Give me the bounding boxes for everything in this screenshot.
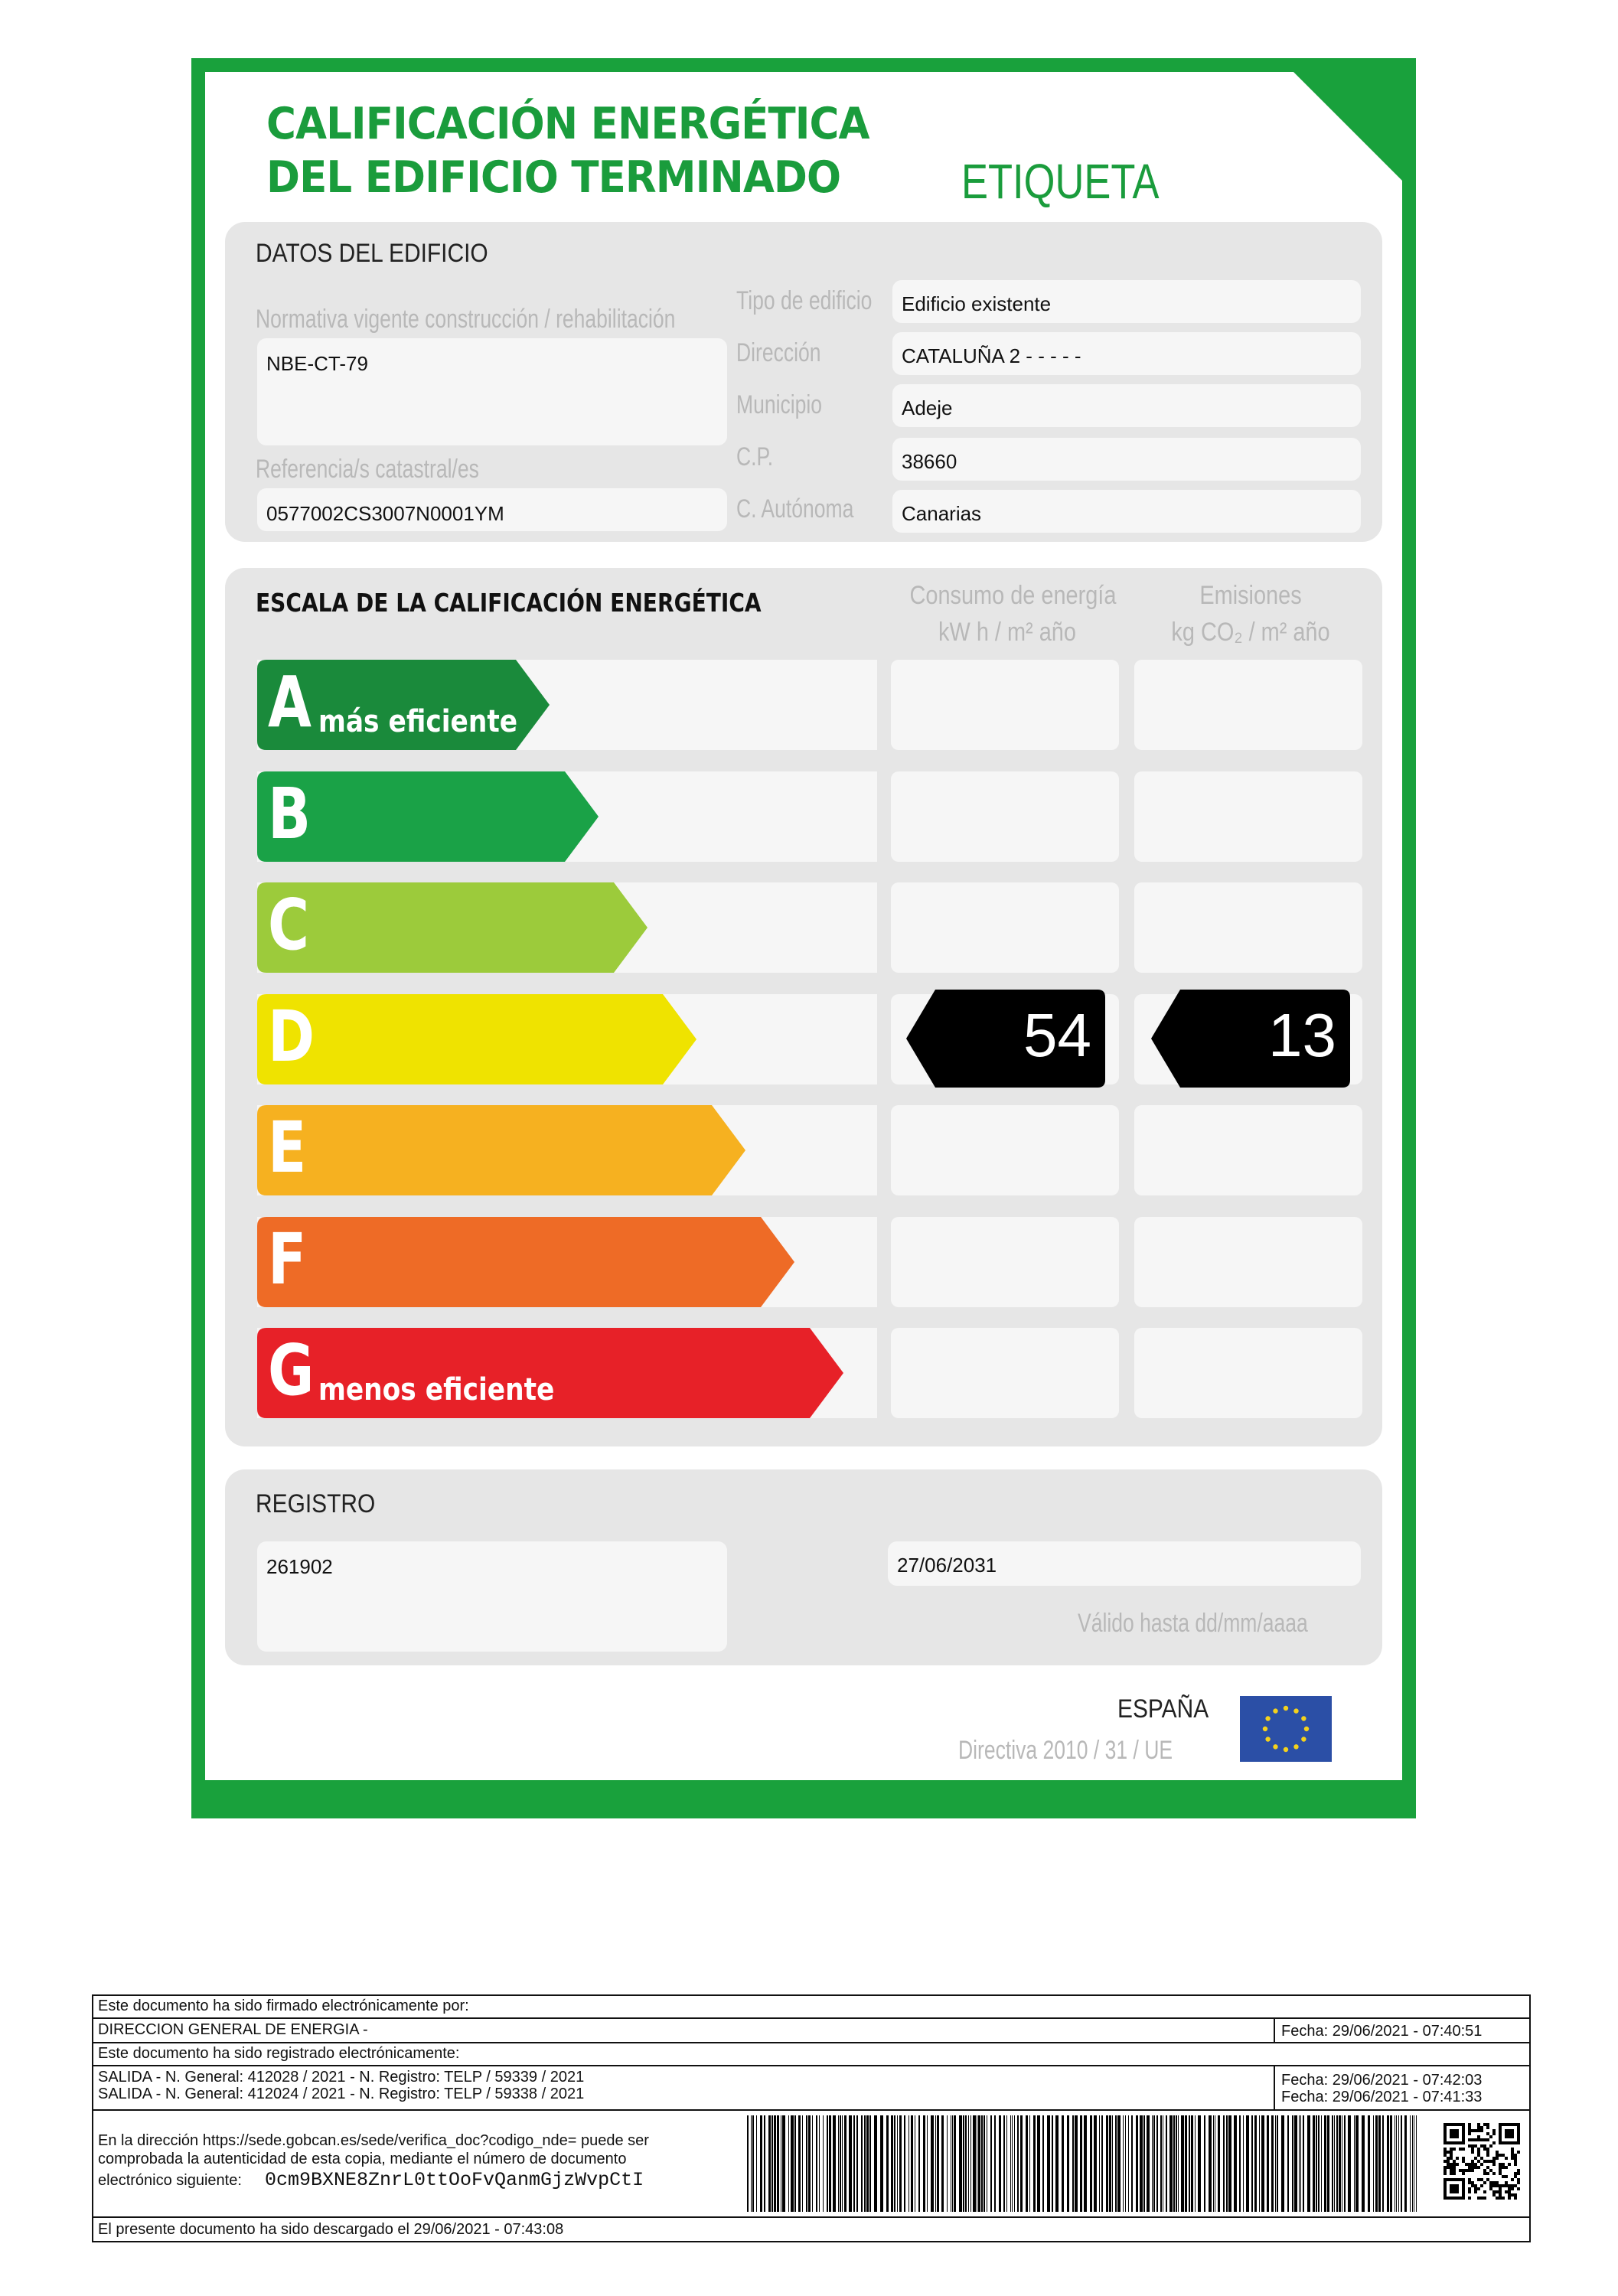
registered-label: Este documento ha sido registrado electrónicamente: — [98, 2045, 460, 2062]
footer-rule — [92, 2042, 1531, 2043]
class-letter-a: A — [268, 661, 312, 743]
energy-cell-c — [891, 882, 1119, 973]
municipality-field: Adeje — [892, 384, 1361, 427]
class-arrow-e — [257, 1105, 745, 1195]
energy-rating-tag-value: 54 — [1023, 1001, 1091, 1069]
regulation-field: NBE-CT-79 — [257, 338, 727, 445]
emissions-cell-e — [1134, 1105, 1362, 1195]
emissions-cell-a — [1134, 660, 1362, 750]
energy-column-header — [892, 577, 1122, 651]
postal-code-label: C.P. — [736, 442, 774, 471]
country-label: ESPAÑA — [1117, 1694, 1209, 1724]
energy-column-title: Consumo de energía — [909, 581, 1117, 610]
emissions-cell-c — [1134, 882, 1362, 973]
cadastral-field: 0577002CS3007N0001YM — [257, 488, 727, 531]
class-letter-f: F — [268, 1218, 307, 1300]
registry-number-field: 261902 — [257, 1541, 727, 1652]
region-label: C. Autónoma — [736, 494, 854, 523]
registry-date-1: Fecha: 29/06/2021 - 07:42:03 — [1281, 2072, 1483, 2089]
label-subtitle: ETIQUETA — [961, 154, 1160, 209]
emissions-rating-tag-value: 13 — [1268, 1001, 1336, 1069]
region-field: Canarias — [892, 490, 1361, 533]
registry-date-2: Fecha: 29/06/2021 - 07:41:33 — [1281, 2089, 1483, 2105]
municipality-label: Municipio — [736, 390, 823, 419]
verify-text-2: comprobada la autenticidad de esta copia, mediante el número de documento — [98, 2151, 627, 2167]
emissions-column-header — [1136, 577, 1365, 651]
energy-cell-a — [891, 660, 1119, 750]
title-line-2: DEL EDIFICIO TERMINADO — [266, 152, 841, 203]
address-field: CATALUÑA 2 - - - - - — [892, 332, 1361, 375]
class-arrow-c — [257, 882, 648, 973]
emissions-cell-b — [1134, 771, 1362, 862]
energy-cell-b — [891, 771, 1119, 862]
footer-rule — [92, 2216, 1531, 2218]
building-section-title: DATOS DEL EDIFICIO — [256, 239, 488, 268]
signer-date: Fecha: 29/06/2021 - 07:40:51 — [1281, 2023, 1483, 2040]
registry-entry-2: SALIDA - N. General: 412024 / 2021 - N. Registro: TELP / 59338 / 2021 — [98, 2086, 585, 2102]
cadastral-label: Referencia/s catastral/es — [256, 455, 479, 484]
energy-column-unit: kW h / m² año — [938, 618, 1076, 647]
barcode-image — [747, 2115, 1421, 2212]
scale-section-title: ESCALA DE LA CALIFICACIÓN ENERGÉTICA — [256, 588, 762, 618]
eu-flag-icon — [1240, 1696, 1332, 1762]
title-line-1: CALIFICACIÓN ENERGÉTICA — [266, 99, 869, 149]
energy-cell-g — [891, 1328, 1119, 1418]
emissions-cell-f — [1134, 1217, 1362, 1307]
verification-code[interactable]: 0cm9BXNE8ZnrL0ttOoFvQanmGjzWvpCtI — [265, 2169, 644, 2191]
footer-divider — [1274, 2065, 1275, 2109]
class-note-g: menos eficiente — [318, 1372, 555, 1407]
class-letter-e: E — [268, 1107, 307, 1189]
signer-name: DIRECCION GENERAL DE ENERGIA - — [98, 2021, 368, 2038]
energy-cell-f — [891, 1217, 1119, 1307]
postal-code-field: 38660 — [892, 438, 1361, 481]
energy-cell-e — [891, 1105, 1119, 1195]
emissions-column-unit: kg CO₂ / m² año — [1171, 618, 1330, 647]
valid-until-label: Válido hasta dd/mm/aaaa — [1078, 1609, 1308, 1638]
footer-rule — [92, 2109, 1531, 2111]
footer-rule — [92, 2017, 1531, 2019]
address-label: Dirección — [736, 338, 821, 367]
class-arrow-d — [257, 994, 696, 1084]
class-letter-c: C — [268, 884, 310, 966]
footer-rule — [92, 2065, 1531, 2066]
class-note-a: más eficiente — [318, 704, 518, 739]
qr-code-image[interactable] — [1443, 2123, 1520, 2200]
corner-triangle — [1293, 72, 1402, 181]
download-note: El presente documento ha sido descargado el 29/06/2021 - 07:43:08 — [98, 2221, 564, 2238]
class-letter-g: G — [268, 1329, 315, 1411]
directive-label: Directiva 2010 / 31 / UE — [958, 1736, 1173, 1765]
verify-text-3: electrónico siguiente: — [98, 2172, 242, 2189]
regulation-label: Normativa vigente construcción / rehabilitación — [256, 305, 676, 334]
building-type-field: Edificio existente — [892, 280, 1361, 323]
footer-divider — [1274, 2017, 1275, 2042]
emissions-cell-g — [1134, 1328, 1362, 1418]
registry-section-title: REGISTRO — [256, 1489, 376, 1518]
valid-until-field: 27/06/2031 — [888, 1541, 1361, 1586]
class-arrow-f — [257, 1217, 794, 1307]
registry-entry-1: SALIDA - N. General: 412028 / 2021 - N. Registro: TELP / 59339 / 2021 — [98, 2069, 585, 2086]
class-letter-b: B — [268, 773, 312, 855]
class-letter-d: D — [268, 996, 315, 1078]
verify-text-1: En la dirección https://sede.gobcan.es/sede/verifica_doc?codigo_nde= puede ser — [98, 2132, 649, 2149]
signed-by-label: Este documento ha sido firmado electrónicamente por: — [98, 1998, 469, 2014]
emissions-column-title: Emisiones — [1199, 581, 1302, 610]
building-type-label: Tipo de edificio — [736, 286, 873, 315]
